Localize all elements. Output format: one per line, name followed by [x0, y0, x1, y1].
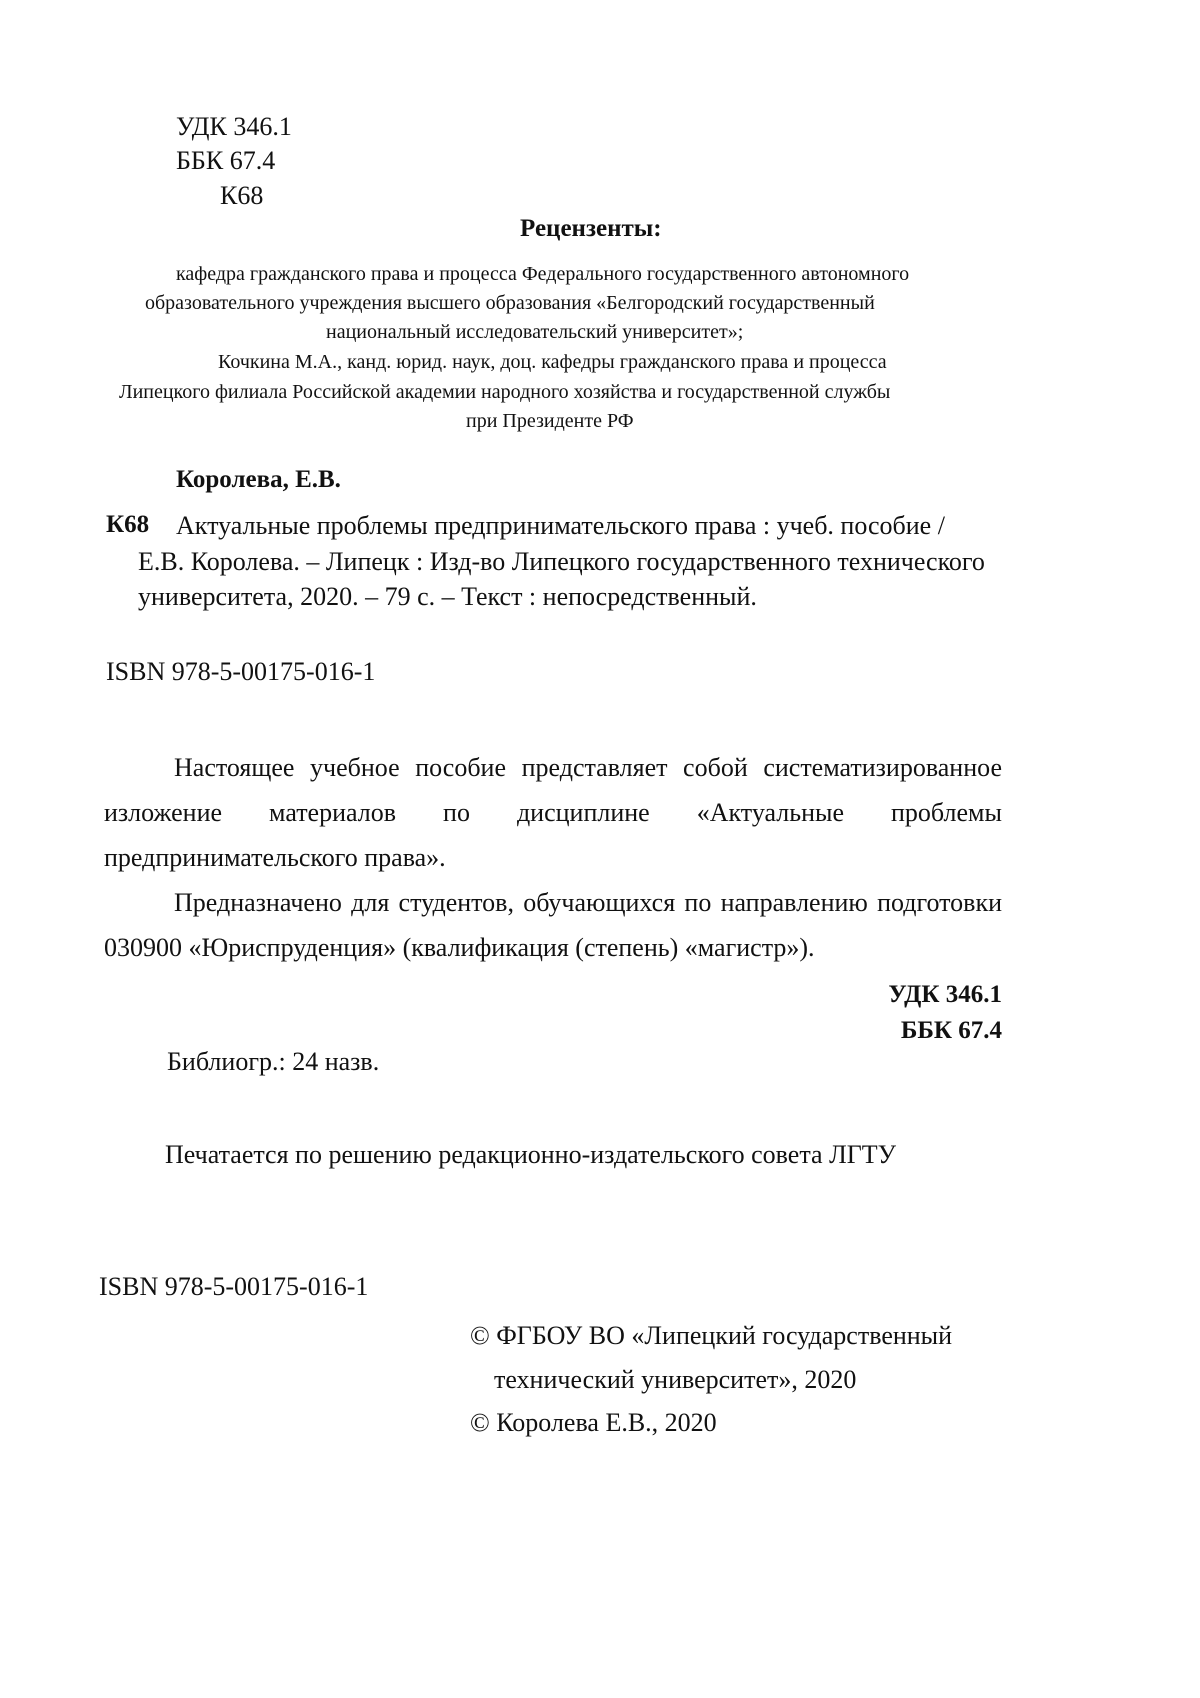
- annotation-word: проблемы: [891, 798, 1002, 827]
- annotation-line: предпринимательского права».: [104, 843, 446, 872]
- print-note: Печатается по решению редакционно-издательского совета ЛГТУ: [165, 1140, 897, 1169]
- catalog-line: университета, 2020. – 79 с. – Текст : непосредственный.: [138, 582, 757, 611]
- annotation-word: «Актуальные: [696, 798, 844, 827]
- reviewer-line: кафедра гражданского права и процесса Федерального государственного автономного: [176, 263, 910, 285]
- bibliography-note: Библиогр.: 24 назв.: [167, 1047, 380, 1076]
- annotation-word: изложение: [104, 798, 223, 827]
- udk-code-right: УДК 346.1: [888, 981, 1002, 1008]
- annotation-line: Настоящее учебное пособие представляет собой систематизированное: [174, 753, 1002, 782]
- copyright-line: © Королева Е.В., 2020: [470, 1408, 717, 1437]
- reviewer-line: при Президенте РФ: [466, 410, 634, 432]
- bbk-code-right: ББК 67.4: [900, 1017, 1002, 1044]
- annotation-line: Предназначено для студентов, обучающихся по направлению подготовки: [174, 888, 1002, 917]
- reviewer-line: Кочкина М.А., канд. юрид. наук, доц. кафедры гражданского права и процесса: [218, 351, 887, 373]
- reviewer-line: Липецкого филиала Российской академии народного хозяйства и государственной службы: [119, 381, 891, 403]
- reviewer-line: образовательного учреждения высшего образования «Белгородский государственный: [145, 292, 875, 314]
- catalog-author: Королева, Е.В.: [176, 466, 341, 493]
- catalog-mark: К68: [106, 511, 150, 538]
- bbk-code: ББК 67.4: [176, 146, 276, 175]
- udk-code: УДК 346.1: [176, 112, 292, 141]
- isbn-bottom: ISBN 978-5-00175-016-1: [99, 1272, 369, 1301]
- catalog-line: Актуальные проблемы предпринимательского права : учеб. пособие /: [176, 511, 945, 540]
- author-mark: К68: [220, 181, 264, 210]
- catalog-line: Е.В. Королева. – Липецк : Изд-во Липецкого государственного технического: [138, 547, 985, 576]
- catalog-isbn: ISBN 978-5-00175-016-1: [106, 657, 376, 686]
- annotation-word: по: [443, 798, 470, 827]
- annotation-justified-line: [104, 797, 1002, 828]
- copyright-line: технический университет», 2020: [494, 1365, 857, 1394]
- annotation-word: материалов: [269, 798, 397, 827]
- annotation-word: дисциплине: [516, 798, 650, 827]
- annotation-line: 030900 «Юриспруденция» (квалификация (степень) «магистр»).: [104, 933, 815, 962]
- reviewer-line: национальный исследовательский университет»;: [326, 321, 744, 343]
- reviewers-title: Рецензенты:: [520, 215, 662, 242]
- copyright-line: © ФГБОУ ВО «Липецкий государственный: [470, 1321, 953, 1350]
